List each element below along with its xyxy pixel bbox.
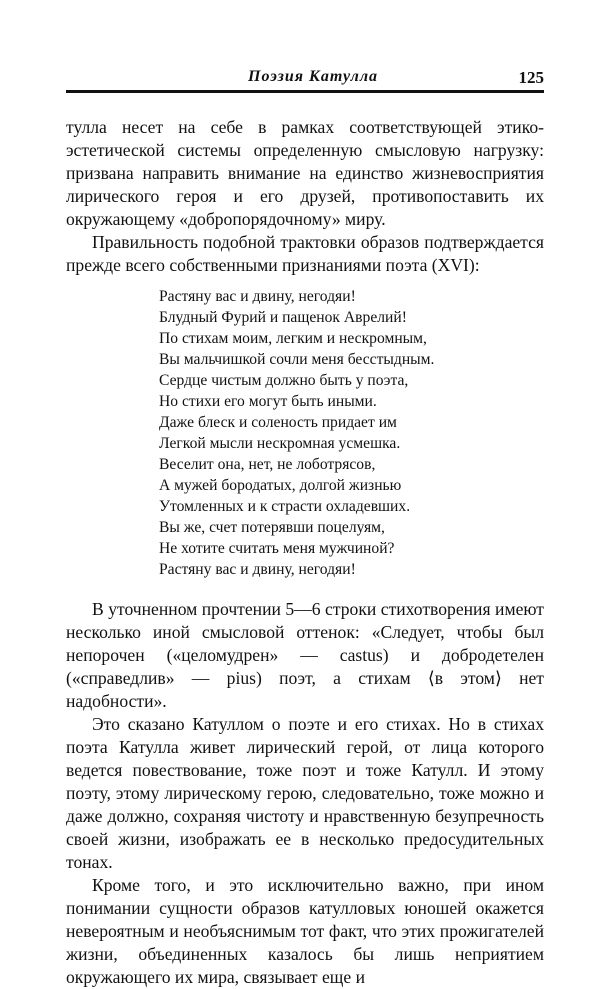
poem-line: Сердце чистым должно быть у поэта, [159, 372, 409, 389]
poem-line: Вы же, счет потерявши поцелуям, [159, 519, 385, 536]
book-page [66, 60, 544, 987]
paragraph-conclusion: Кроме того, и это исключительно важно, при ином понимании сущности образов катулловых юношей окажется невероятным и необъяснимым тот факт, что этих прожигателей жизни, объединенных казалось бы лишь неприятием окружающего их мира, связывает еще и [66, 875, 544, 987]
poem-line: Легкой мысли нескромная усмешка. [159, 435, 401, 452]
poem-line: Даже блеск и соленость придает им [159, 414, 397, 431]
poem-line: Блудный Фурий и пащенок Аврелий! [159, 309, 407, 326]
poem-line: А мужей бородатых, долгой жизнью [159, 477, 402, 494]
paragraph-reading: В уточненном прочтении 5—6 строки стихотворения имеют несколько иной смысловой оттенок: «Следует, чтобы был непорочен («целомудрен» — castus) и добродетелен («справедлив» — pius) поэт, а стихам ⟨в этом⟩ нет надобности». [66, 599, 544, 711]
poem-line: Растяну вас и двину, негодяи! [159, 561, 356, 578]
header-rule [66, 90, 544, 93]
poem-line: Утомленных и к страсти охладевших. [159, 498, 411, 515]
running-title: Поэзия Катулла [248, 68, 379, 85]
poem-line: Но стихи его могут быть иными. [159, 393, 377, 410]
paragraph-continuation: тулла несет на себе в рамках соответствующей этико-эстетической системы определенную смысловую нагрузку: призвана направить внимание на единство жизневосприятия лирического героя и его друзей, противопоставить их окружающему «добропорядочному» миру. [66, 117, 544, 229]
poem-line: Вы мальчишкой сочли меня бесстыдным. [159, 351, 435, 368]
poem-line: По стихам моим, легким и нескромным, [159, 330, 427, 347]
poem-line: Веселит она, нет, не лоботрясов, [159, 456, 376, 473]
running-head [66, 60, 544, 86]
paragraph-lyrical-hero: Это сказано Катуллом о поэте и его стихах. Но в стихах поэта Катулла живет лирический герой, от лица которого ведется повествование, тоже поэт и тоже Катулл. И этому поэту, этому лирическому герою, следовательно, тоже можно и даже должно, сохраняя чистоту и нравственную безупречность своей жизни, изображать ее в несколько предосудительных тонах. [66, 714, 544, 872]
poem-line: Растяну вас и двину, негодяи! [159, 288, 356, 305]
poem-block [159, 286, 544, 580]
paragraph-interpretation: Правильность подобной трактовки образов подтверждается прежде всего собственными признаниями поэта (XVI): [66, 232, 544, 275]
body-text [66, 116, 544, 989]
page-number: 125 [518, 68, 544, 87]
poem-line: Не хотите считать меня мужчиной? [159, 540, 395, 557]
